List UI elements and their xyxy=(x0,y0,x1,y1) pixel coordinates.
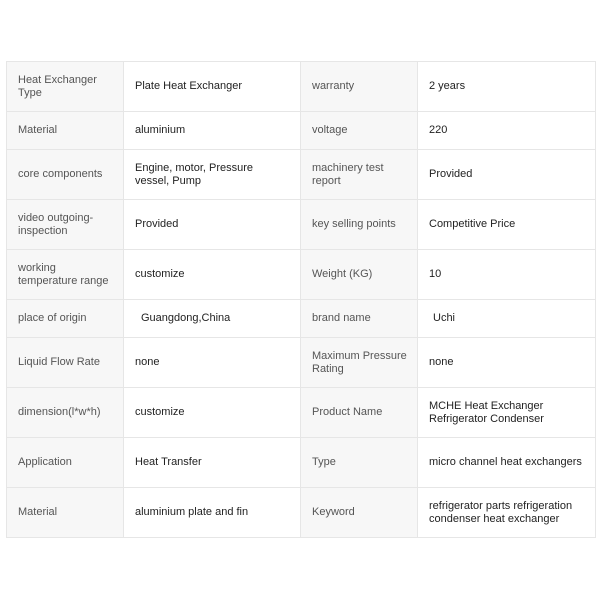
table-row xyxy=(7,388,596,438)
spec-label: brand name xyxy=(301,300,418,338)
spec-value: Guangdong,China xyxy=(124,300,301,338)
spec-label: machinery test report xyxy=(301,150,418,200)
spec-label: voltage xyxy=(301,112,418,150)
spec-value: Heat Transfer xyxy=(124,438,301,488)
table-row xyxy=(7,338,596,388)
spec-value: Engine, motor, Pressure vessel, Pump xyxy=(124,150,301,200)
spec-value: refrigerator parts refrigeration condenser heat exchanger xyxy=(418,488,596,538)
table-row xyxy=(7,62,596,112)
spec-value: Competitive Price xyxy=(418,200,596,250)
spec-label: Liquid Flow Rate xyxy=(7,338,124,388)
spec-value: Uchi xyxy=(418,300,596,338)
spec-value: 220 xyxy=(418,112,596,150)
spec-label: Maximum Pressure Rating xyxy=(301,338,418,388)
product-spec-table xyxy=(6,61,596,538)
spec-value: Provided xyxy=(124,200,301,250)
table-row xyxy=(7,112,596,150)
spec-value: customize xyxy=(124,388,301,438)
spec-label: key selling points xyxy=(301,200,418,250)
spec-value: 2 years xyxy=(418,62,596,112)
spec-value: none xyxy=(418,338,596,388)
spec-label: place of origin xyxy=(7,300,124,338)
spec-label: video outgoing-inspection xyxy=(7,200,124,250)
spec-value: aluminium xyxy=(124,112,301,150)
spec-label: Application xyxy=(7,438,124,488)
spec-label: Type xyxy=(301,438,418,488)
spec-label: warranty xyxy=(301,62,418,112)
spec-label: Heat Exchanger Type xyxy=(7,62,124,112)
spec-value: MCHE Heat Exchanger Refrigerator Condenser xyxy=(418,388,596,438)
spec-label: dimension(l*w*h) xyxy=(7,388,124,438)
spec-label: core components xyxy=(7,150,124,200)
spec-label: Keyword xyxy=(301,488,418,538)
table-row xyxy=(7,300,596,338)
spec-value: micro channel heat exchangers xyxy=(418,438,596,488)
spec-label: Material xyxy=(7,488,124,538)
spec-label: Product Name xyxy=(301,388,418,438)
spec-label: Material xyxy=(7,112,124,150)
spec-value: aluminium plate and fin xyxy=(124,488,301,538)
table-row xyxy=(7,488,596,538)
spec-value: Plate Heat Exchanger xyxy=(124,62,301,112)
spec-value: Provided xyxy=(418,150,596,200)
spec-label: Weight (KG) xyxy=(301,250,418,300)
spec-value: customize xyxy=(124,250,301,300)
table-row xyxy=(7,250,596,300)
table-row xyxy=(7,438,596,488)
spec-label: working temperature range xyxy=(7,250,124,300)
spec-value: none xyxy=(124,338,301,388)
table-row xyxy=(7,150,596,200)
spec-value: 10 xyxy=(418,250,596,300)
table-row xyxy=(7,200,596,250)
